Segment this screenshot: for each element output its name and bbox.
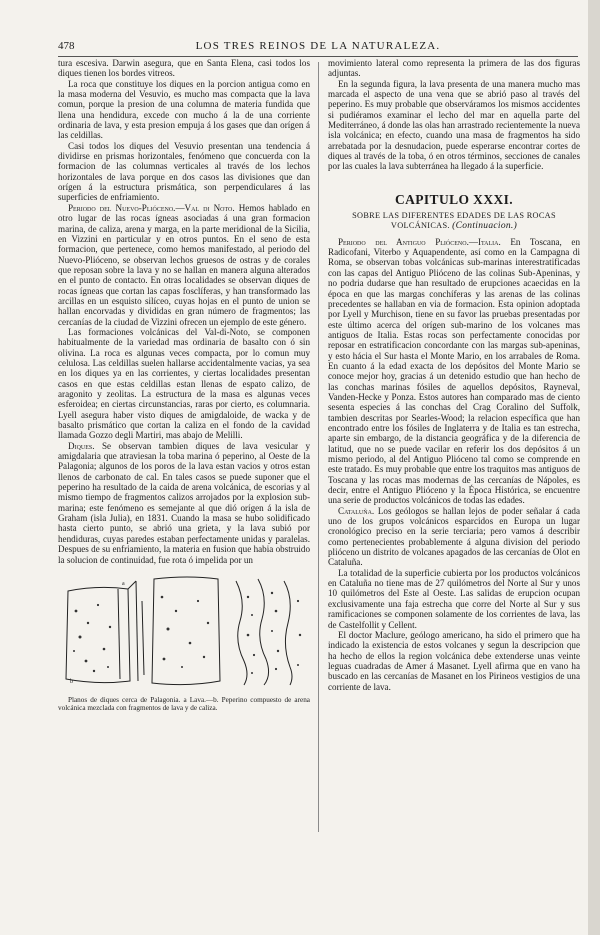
chapter-subtitle: SOBRE LAS DIFERENTES EDADES DE LAS ROCAS VOLCÁNICAS. (Continuacion.) xyxy=(352,210,556,231)
page-edge xyxy=(588,0,600,935)
running-title: LOS TRES REINOS DE LA NATURALEZA. xyxy=(195,40,441,52)
paragraph: Cataluña. Los geólogos se hallan lejos de poder señalar á cada uno de los grupos volcánicos esparcidos en Europa un lugar cronológico preciso en la serie terciaria; pero vamos á describir como pertenecientes probablemente á alguna division del periodo plióceno un distrito de volcanes apagados de las cercanías de Olot en Cataluña. xyxy=(328,505,580,568)
column-divider xyxy=(318,62,319,832)
header-rule xyxy=(58,56,578,57)
dike-illustration xyxy=(58,571,310,689)
left-column xyxy=(58,58,310,713)
chapter-subtitle-continuation: (Continuacion.) xyxy=(452,220,518,231)
paragraph: Periodo del Nuevo-Plióceno.—Val di Noto. Hemos hablado en otro lugar de las rocas ígneas asociadas á una gran formacion marina, de caliza, arena y marga, en la parte meridional de la Sicilia, en Vizzini en particular y en otros puntos. En el seno de esta formacion, que pertenece, como hemos manifestado, al periodo del Nuevo-Plióceno, se observan lechos gruesos de ostras y de corales que reposan sobre la lava y no se hallan en manera alguna alterados en el punto de contacto. En otras localidades se observan diques de rocas ígneas que cortan las capas fosclíferas, y han transformado las arcillas en un esquisto silíceo, cuyas hojas en el punto de union se hallan encorvadas y divididas en gran número de fragmentos; las cercanías de la ciudad de Vizzini ofrecen un ejemplo de este género. xyxy=(58,202,311,327)
section-lead: Periodo del Nuevo-Plióceno.—Val di Noto. xyxy=(68,202,235,213)
right-column xyxy=(328,58,580,692)
paragraph: tura escesiva. Darwin asegura, que en Santa Elena, casi todos los diques tienen los bordes vitreos. xyxy=(58,58,310,79)
paragraph: La roca que constituye los diques en la porcion antigua como en la masa moderna del Vesuvio, es mucho mas compacta que la lava comun, porque la presion de una columna de materia fundida que llena una hendidura, excede con mucho á la de una corriente ordinaria de lava, y esta presion empuja á los gases que dan orígen á las celdillas. xyxy=(58,78,310,141)
paragraph: Las formaciones volcánicas del Val-di-Noto, se componen habitualmente de la variedad mas ordinaria de basalto con ó sin olivina. La roca es algunas veces compacta, por lo comun muy celulosa. Las celdillas suelen hallarse accidentalmente vacias, ya sea en los diques ya en las corrientes, y ciertas localidades presentan casos en que estas celdillas estan llenas de espato calizo, de aragonito y zeolitas. La estructura de la masa es algunas veces esferoidea; en ciertas circunstancias, raras por cierto, es columnaria. Lyell asegura haber visto diques de amigdaloide, de wacka y de basalto prismático que cortan la caliza en el fondo de la cavidad llamada Gozzo degli Martiri, mas abajo de Melilli. xyxy=(58,326,310,441)
section-lead: Cataluña. xyxy=(338,505,375,516)
paragraph: movimiento lateral como representa la primera de las dos figuras adjuntas. xyxy=(328,58,580,79)
paragraph: La totalidad de la superficie cubierta por los productos volcánicos en Cataluña no tiene mas de 27 quilómetros del Norte al Sur y unos 10 quilómetros del Este al Oeste. Las salidas de erupcion ocupan exclusivamente una faja estrecha que corre del Norte al Sur y sus ramificaciones se componen solamente de los corrientes de lava, las de Castelfollit y Cellent. xyxy=(328,567,580,630)
paragraph: En la segunda figura, la lava presenta de una manera mucho mas marcada el aspecto de una vena que se abrió paso al través del peperino. Es muy probable que observáramos los mismos accidentes si pudiéramos examinar el lecho del mar en aquella parte del Mediterráneo, á donde las olas han arrastrado recientemente la nueva isla volcánica; en efecto, cuando una masa de fragmentos ha sido arrebatada por la desnudacion, puede esperarse encontrar cortes de diques al través de la toba, ó en otros términos, secciones de canales por las cuales la lava subterránea ha llegado á la superficie. xyxy=(328,78,580,172)
chapter-title: CAPITULO XXXI. xyxy=(394,191,514,207)
section-lead: Diques. xyxy=(68,440,95,451)
paragraph: El doctor Maclure, geólogo americano, ha sido el primero que ha indicado la existencia de estos volcanes y segun la descripcion que ha hecho de ellos la region volcánica debe extenderse unas veinte leguas cuadradas de Amer á Masanet. Lyell afirma que en vano ha buscado en las cercanías de Masanet en los Pirineos vestigios de una corriente de lava. xyxy=(328,629,580,692)
page-header xyxy=(58,40,578,54)
paragraph: Casi todos los diques del Vesuvio presentan una tendencia á dividirse en prismas horizontales, fenómeno que concuerda con la formacion de las columnas verticales al través de los lechos horizontales de lava porque en dos casos las divisiones que dan orígen á la estructura prismática, son perpendiculares á las superficies de enfriamiento. xyxy=(58,140,310,203)
figure-caption: Planos de diques cerca de Palagonia. a Lava.—b. Peperino compuesto de arena volcánica mezclada con fragmentos de lava y de caliza. xyxy=(58,695,310,713)
dike-figure xyxy=(58,571,310,696)
paragraph: Periodo del Antiguo Plióceno.—Italia. En Toscana, en Radicofani, Viterbo y Aquapendente, así como en la Campagna di Roma, se observan tobas volcánicas sub-marinas interestratificadas con las capas del Antiguo Plióceno de las colinas Sub-Apeninas, y no podria dudarse que han resultado de erupciones acaecidas en la época en que las margas conchíferas y las arenas de las colinas precedentes se hallaban en via de formacion. Esta opinion adoptada por Lyell y Murchison, tiene en su favor las pruebas presentadas por este último acerca del orígen sub-marino de los volcanes mas antiguos de Italia. Estas rocas son perfectamente conocidas por reposar en estratificacion concordante con las margas sub-apeninas, y esto hácia el Sur hasta el Monte Mario, en los arrabales de Roma. En cuanto á la edad exacta de los depósitos del Monte Mario se conoce mejor hoy, gracias á un detenido estudio que han hecho de las conchas marinas fósiles de aquellos depósitos, Rayneval, Vanden-Hecke y Ponza. Estos autores han comparado mas de ciento sesenta especies á las conchas del Crag Coralino del Suffolk, tambien descritas por Searles-Wood; la relacion específica que han encontrado entre los fósiles de Inglaterra y de Italia es tan estrecha, aparte sin embargo, de la distancia geográfica y de la diferencia de latitud, que no se puede vacilar en referir los dos depósitos á un mismo periodo, al del Antiguo Plióceno tal como se comprende en este tratado. Es muy probable que entre los traquitos mas antiguos de Toscana y las rocas mas modernas de las cercanías de Nápoles, es decir, entre el Antiguo Plióceno y la Época Histórica, se encuentre una serie de productos volcánicos de todas las edades. xyxy=(328,236,580,506)
page-number: 478 xyxy=(58,40,75,52)
paragraph: Diques. Se observan tambien diques de lava vesicular y amigdalaria que atraviesan la toba marina ó peperino, al Oeste de la Palagonia; algunos de los poros de la lava estan vacios y otros estan llenos de carbonato de cal. En tales casos se puede suponer que el peperino ha resultado de la caida de arena volcánica, de escorias y al mismo tiempo de fragmentos calizos arrojados por la explosion sub-marina; este fenómeno es semejante al que dió orígen á la isla de Graham (isla Julia), en 1831. Cuando la masa se hubo solidificado hasta cierto punto, se abrió una grieta, y la lava subió por hendiduras, cuyas paredes estaban perfectamente unidas y paralelas. Despues de su enfriamiento, la materia en fusion que habia obstruido la solucion de continuidad, fue rota ó impelida por un xyxy=(58,440,310,565)
svg-text:b: b xyxy=(70,678,73,685)
section-lead: Periodo del Antiguo Plióceno.—Italia. xyxy=(338,236,501,247)
svg-text:a: a xyxy=(122,580,125,587)
